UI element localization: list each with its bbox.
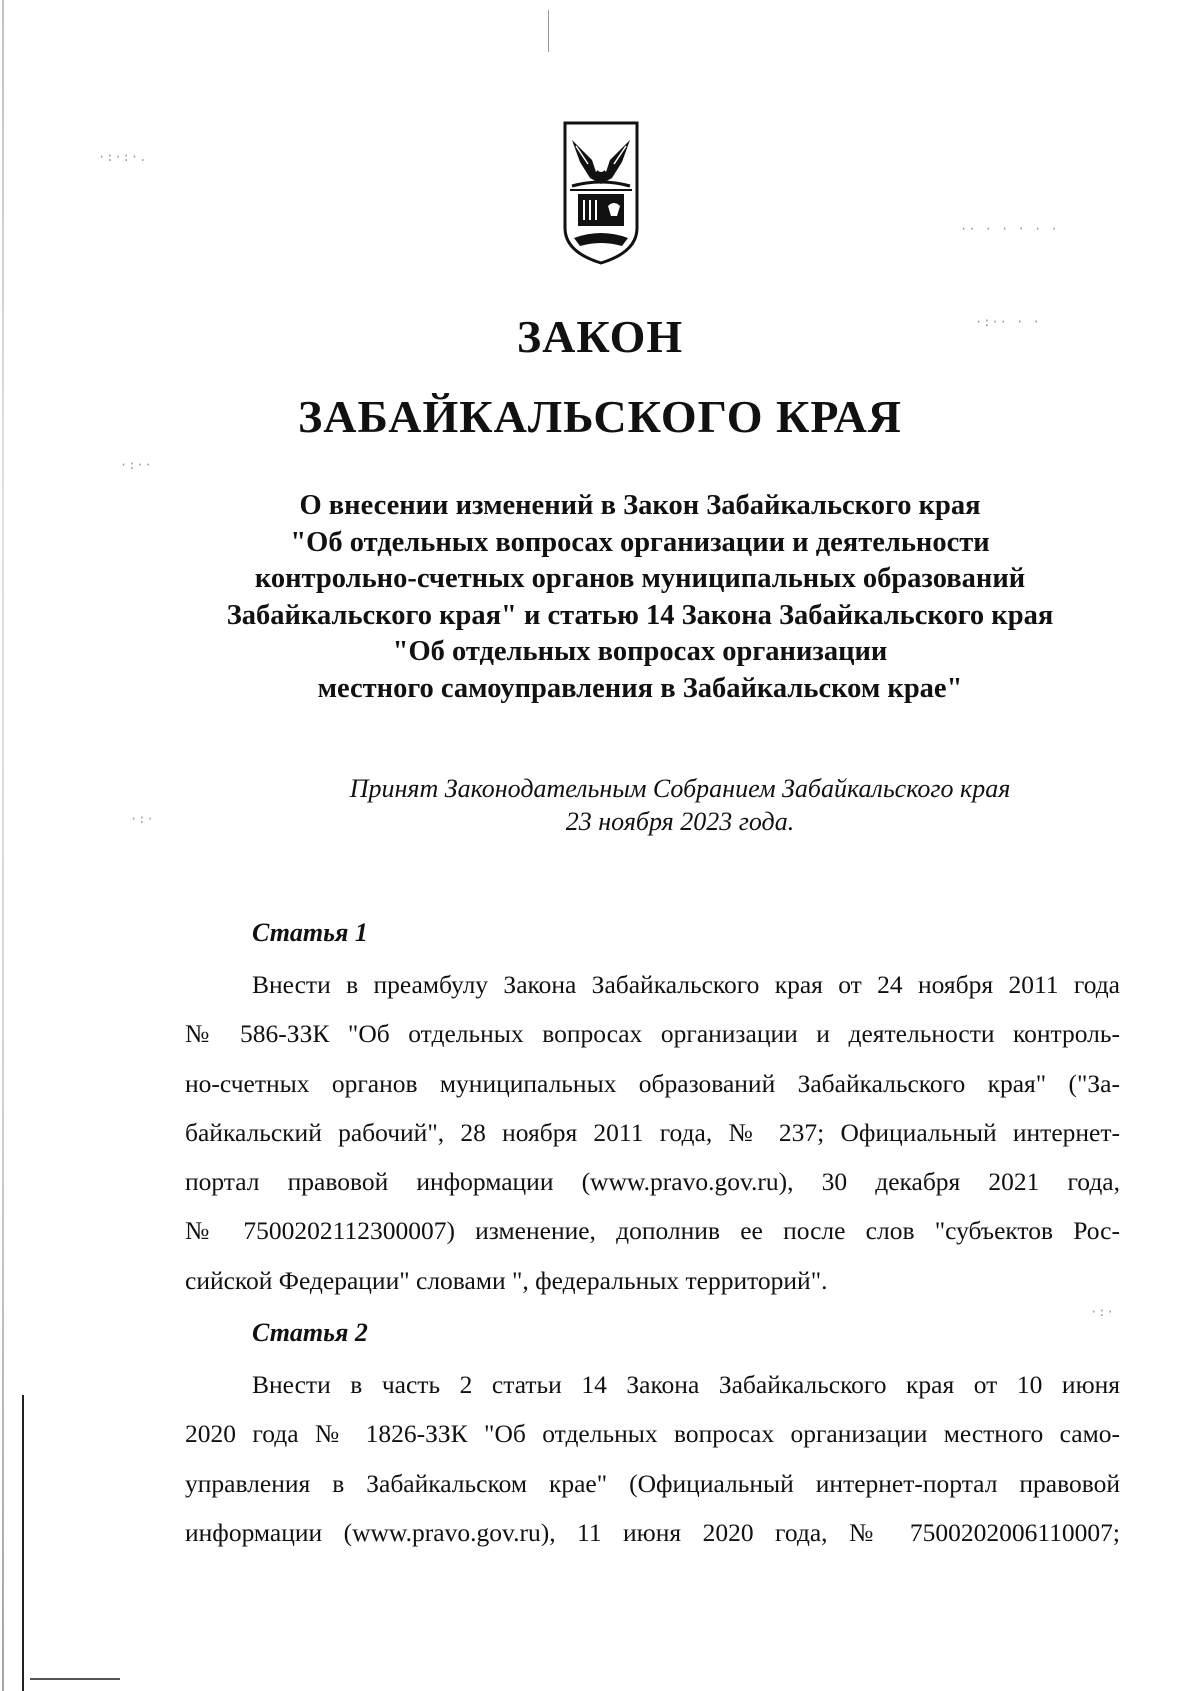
paragraph-line: байкальский рабочий", 28 ноября 2011 года, № 237; Официальный интернет- — [185, 1117, 1120, 1147]
paragraph-line: № 7500202112300007) изменение, дополнив ее после слов "субъектов Рос- — [185, 1216, 1120, 1246]
subtitle-line: О внесении изменений в Закон Забайкальского края — [299, 490, 981, 521]
paragraph-line: портал правовой информации (www.pravo.gov.ru), 30 декабря 2021 года, — [185, 1167, 1120, 1197]
subtitle-line: "Об отдельных вопросах организации — [392, 636, 888, 667]
subtitle-line: Забайкальского края" и статью 14 Закона Забайкальского края — [226, 599, 1054, 631]
article-1-title: Статья 1 — [252, 918, 368, 947]
scan-edge-left — [2, 0, 4, 1691]
paragraph-line: Внести в часть 2 статьи 14 Закона Забайкальского края от 10 июня — [252, 1370, 1120, 1399]
document-title: ЗАКОН — [516, 311, 684, 362]
coat-of-arms-icon — [562, 120, 640, 266]
paragraph-line: управления в Забайкальском крае" (Официальный интернет-портал правовой — [185, 1468, 1120, 1498]
paragraph-line: но-счетных органов муниципальных образований Забайкальского края" ("За- — [185, 1068, 1120, 1098]
scan-top-mark — [548, 10, 549, 52]
scan-noise: ·:·· — [120, 458, 153, 472]
paragraph-line: сийской Федерации" словами ", федеральных территорий". — [185, 1265, 828, 1295]
paragraph-line: информации (www.pravo.gov.ru), 11 июня 2020 года, № 7500202006110007; — [185, 1517, 1120, 1547]
subtitle-line: контрольно-счетных органов муниципальных образований — [254, 563, 1026, 594]
article-1-text — [185, 960, 1120, 1305]
adoption-line: Принят Законодательным Собранием Забайкальского края — [349, 774, 1011, 803]
scan-noise: ·:·· · · — [975, 315, 1041, 329]
adoption-note — [240, 772, 1120, 838]
paragraph-line: № 586-ЗЗК "Об отдельных вопросах организации и деятельности контроль- — [185, 1019, 1120, 1049]
adoption-date: 23 ноября 2023 года. — [565, 807, 795, 836]
scan-edge-left-dark — [22, 1395, 24, 1691]
scan-noise: ·:· — [130, 812, 155, 826]
document-title-region: ЗАБАЙКАЛЬСКОГО КРАЯ — [297, 391, 903, 442]
document-subtitle — [170, 488, 1110, 707]
scan-noise: ·:·:·. — [98, 150, 148, 164]
subtitle-line: местного самоуправления в Забайкальском крае" — [317, 672, 963, 704]
scan-noise: ·· · · · · · — [960, 222, 1059, 236]
scan-noise: ·:· — [1090, 1305, 1115, 1319]
paragraph-line: 2020 года № 1826-ЗЗК "Об отдельных вопросах организации местного само- — [185, 1419, 1120, 1449]
scan-edge-bottom — [30, 1678, 120, 1680]
article-2-text — [185, 1360, 1120, 1557]
subtitle-line: "Об отдельных вопросах организации и деятельности — [290, 526, 990, 558]
paragraph-line: Внести в преамбулу Закона Забайкальского края от 24 ноября 2011 года — [252, 970, 1120, 999]
article-2-title: Статья 2 — [252, 1318, 368, 1347]
